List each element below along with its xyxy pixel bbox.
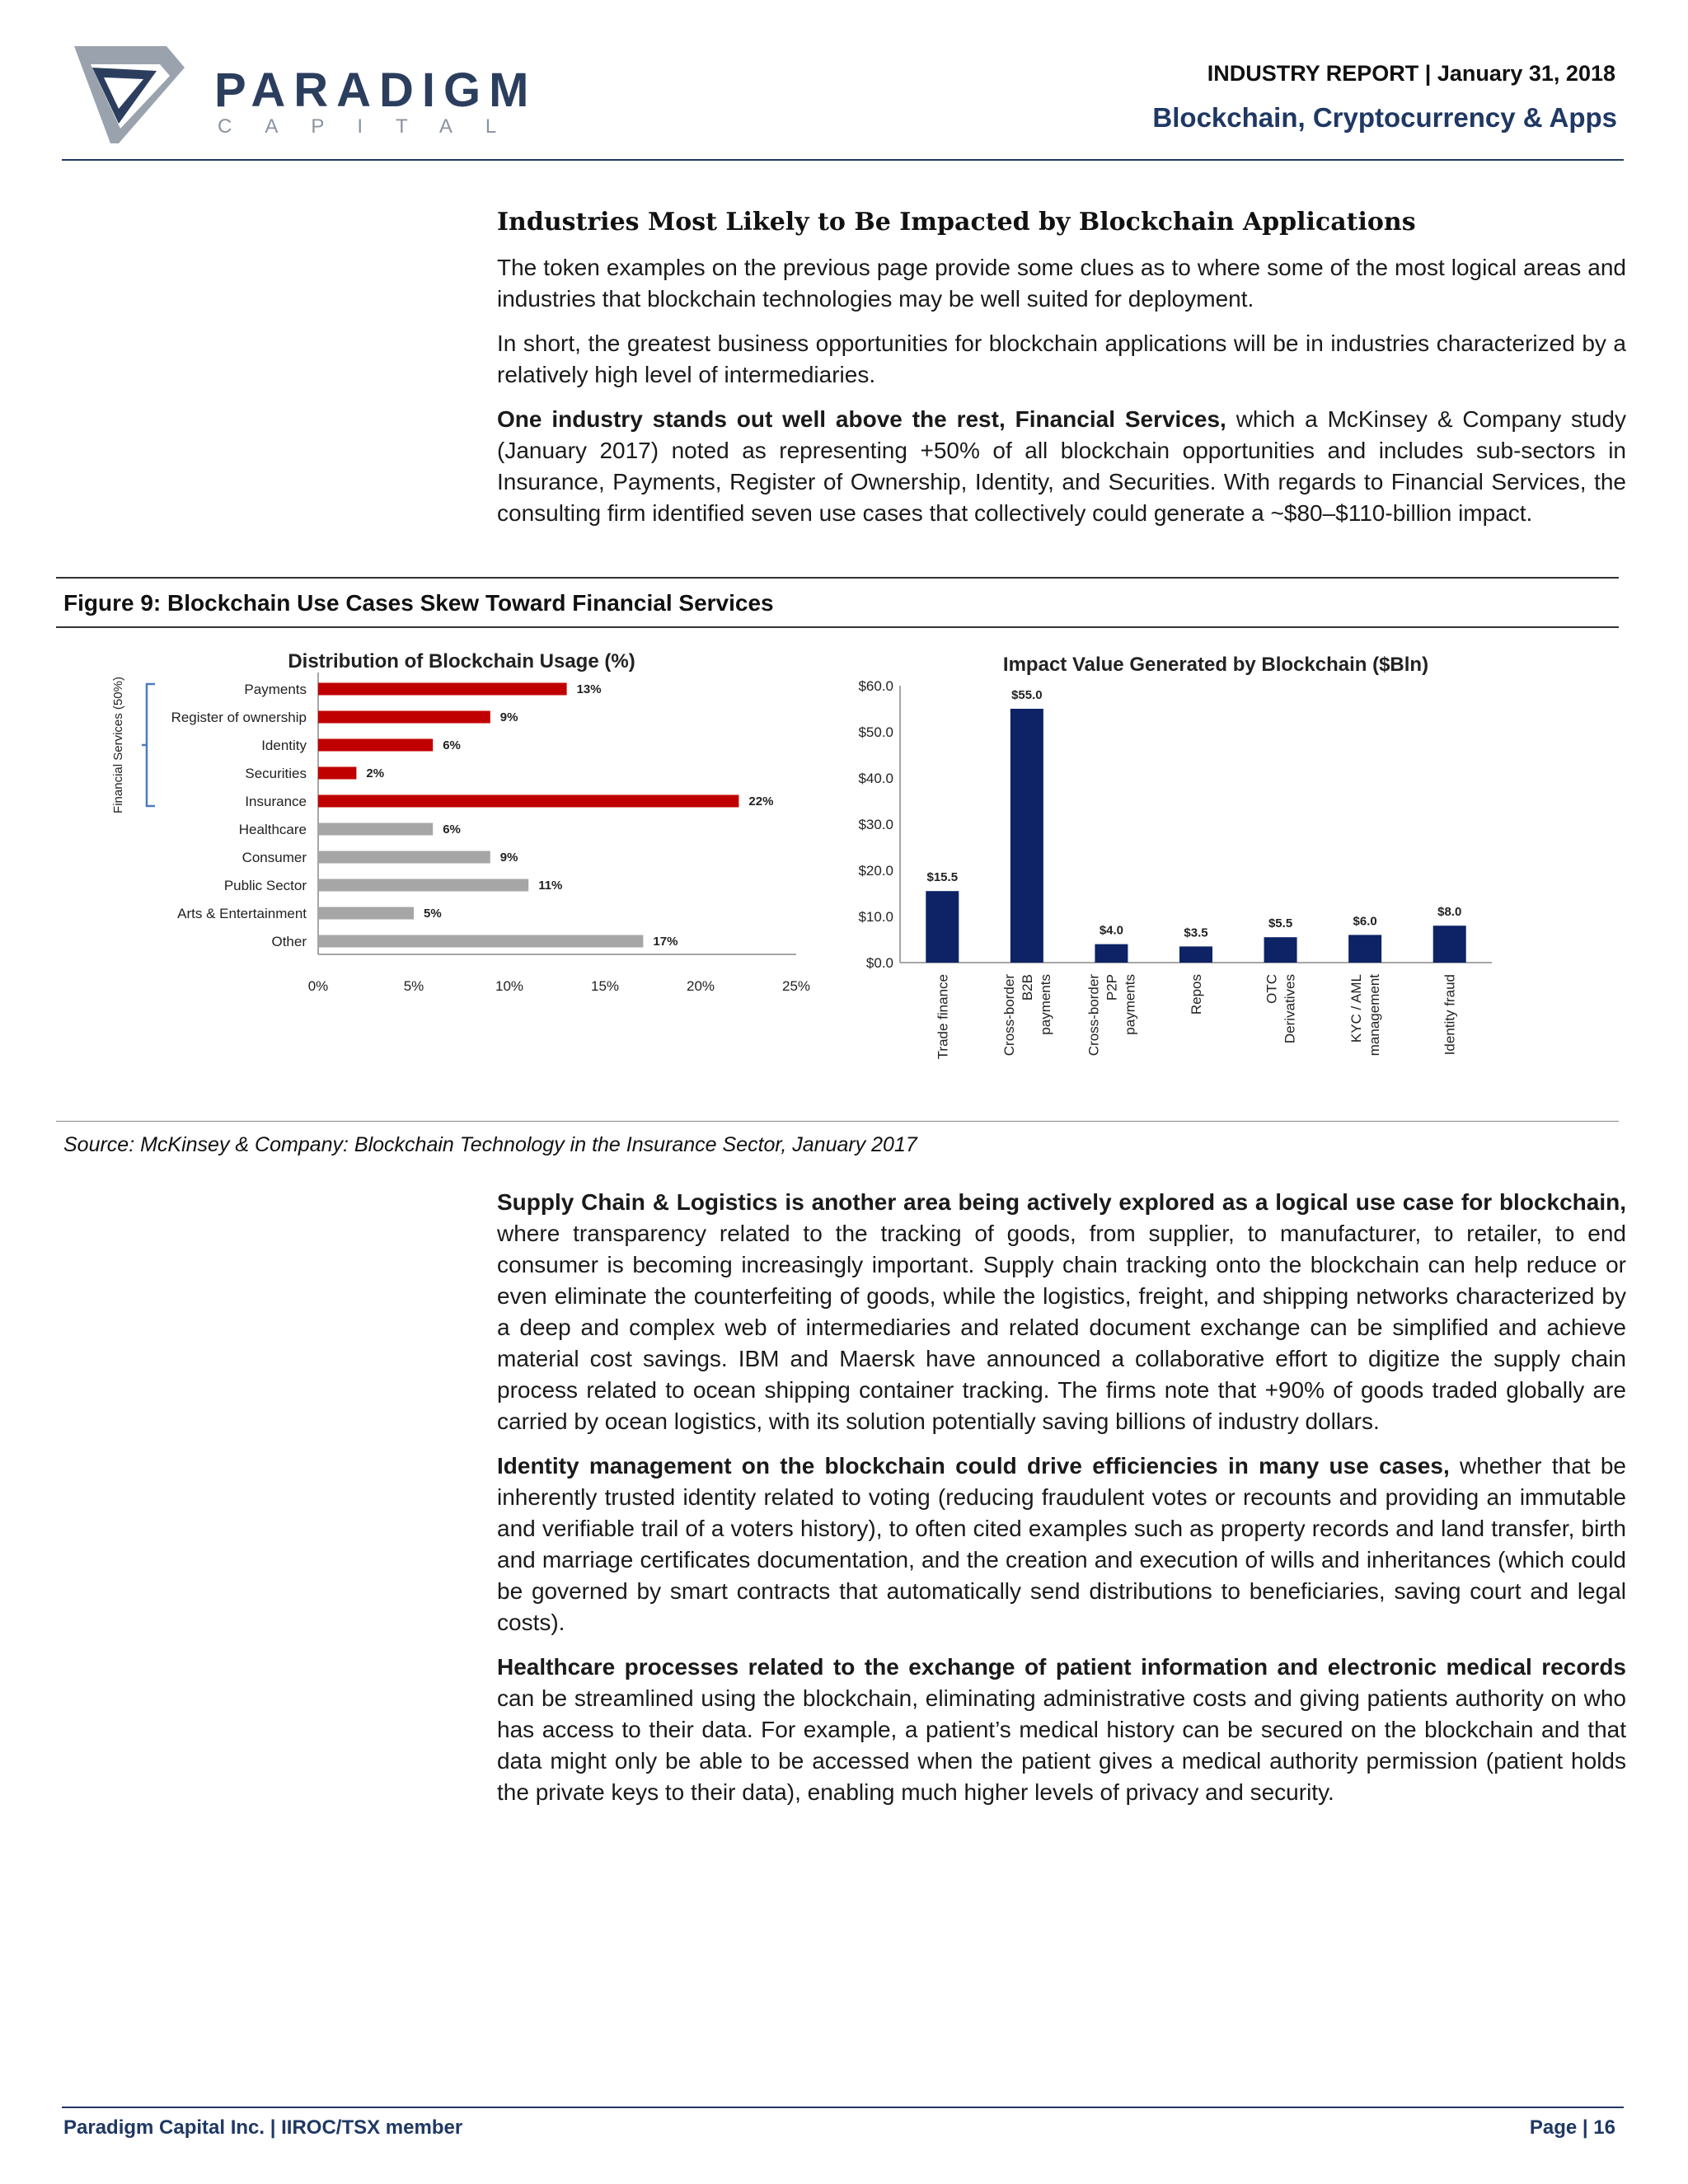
category-label: Insurance — [245, 794, 307, 809]
supply-chain-lead: Supply Chain & Logistics is another area being actively explored as a logical use case for blockchain, — [497, 1189, 1626, 1215]
intro-paragraph-2: In short, the greatest business opportunities for blockchain applications will be in industries characterized by a relatively high level of intermediaries. — [497, 330, 1626, 387]
supply-chain-paragraph — [497, 1187, 1626, 1437]
x-tick-label: 15% — [590, 978, 620, 994]
bar — [318, 851, 490, 864]
bar — [1433, 926, 1466, 963]
intro-paragraph-3 — [497, 404, 1626, 529]
y-tick-label: $50.0 — [858, 724, 893, 740]
value-label: 9% — [499, 851, 518, 865]
x-tick-label: 10% — [495, 978, 524, 994]
value-label: $6.0 — [1353, 914, 1377, 929]
y-tick-label: $0.0 — [865, 955, 893, 971]
bar — [318, 879, 528, 892]
footer-company: Paradigm Capital Inc. | IIROC/TSX member — [63, 2116, 463, 2139]
category-label: B2B — [1019, 974, 1035, 1001]
category-label: Public Sector — [223, 878, 307, 893]
header-divider — [62, 159, 1624, 161]
y-tick-label: $40.0 — [858, 771, 893, 786]
footer-page-number: Page | 16 — [1529, 2116, 1615, 2139]
logo-subtitle: CAPITAL — [218, 115, 530, 138]
bar — [1095, 944, 1128, 963]
report-line: INDUSTRY REPORT | January 31, 2018 — [1207, 61, 1615, 86]
value-label: $55.0 — [1011, 688, 1043, 702]
bar — [1179, 946, 1212, 963]
identity-lead: Identity management on the blockchain could drive efficiencies in many use cases, — [497, 1453, 1450, 1479]
y-tick-label: $60.0 — [858, 678, 893, 694]
category-label: P2P — [1104, 974, 1120, 1001]
bar — [1348, 935, 1381, 963]
category-label: Identity — [261, 738, 307, 753]
logo — [68, 43, 537, 158]
bar — [318, 739, 433, 752]
usage-distribution-chart — [99, 643, 841, 1022]
body-text — [497, 1187, 1626, 1808]
value-label: $3.5 — [1184, 926, 1208, 940]
category-label: Healthcare — [238, 822, 307, 837]
category-label: Arts & Entertainment — [177, 906, 307, 921]
x-tick-label: 25% — [781, 978, 811, 994]
category-label: Consumer — [241, 850, 307, 865]
bar — [318, 683, 567, 696]
category-label: Securities — [245, 766, 307, 781]
bracket-label: Financial Services (50%) — [111, 677, 125, 813]
value-label: 9% — [499, 710, 518, 724]
y-tick-label: $10.0 — [858, 909, 893, 925]
bar — [926, 891, 959, 963]
identity-paragraph — [497, 1451, 1626, 1638]
category-label: Payments — [244, 682, 307, 697]
bar — [318, 795, 738, 808]
bar — [318, 823, 433, 836]
intro-text — [497, 252, 1626, 529]
logo-wordmark: PARADIGM — [214, 63, 537, 117]
intro-paragraph-1: The token examples on the previous page provide some clues as to where some of the most logical areas and industries that blockchain technologies may be well suited for deployment. — [497, 255, 1626, 312]
category-label: Cross-border — [1001, 974, 1017, 1057]
value-label: 17% — [653, 935, 678, 949]
value-label: $8.0 — [1437, 905, 1462, 920]
footer-divider — [62, 2107, 1624, 2108]
chart-title: Impact Value Generated by Blockchain ($Bln) — [1002, 654, 1429, 676]
category-label: Identity fraud — [1442, 974, 1458, 1056]
value-label: 11% — [538, 879, 563, 893]
figure-top-rule — [56, 577, 1619, 579]
intro-paragraph-3-lead: One industry stands out well above the rest, Financial Services, — [497, 406, 1226, 432]
figure-title-rule — [56, 626, 1619, 628]
financial-services-bracket — [142, 684, 155, 806]
y-tick-label: $20.0 — [858, 863, 893, 879]
bar — [1010, 709, 1043, 963]
y-tick-label: $30.0 — [858, 817, 893, 832]
value-label: $4.0 — [1099, 923, 1124, 938]
category-label: Cross-border — [1085, 974, 1102, 1057]
category-label: Register of ownership — [171, 710, 307, 725]
bar — [318, 711, 490, 724]
category-label: OTC — [1264, 974, 1280, 1004]
category-label: management — [1367, 974, 1383, 1057]
chart-title: Distribution of Blockchain Usage (%) — [288, 650, 635, 673]
healthcare-body: can be streamlined using the blockchain, eliminating administrative costs and giving patients authority on who has access to their data. For example, a patient’s medical history can be secured on the blockchain and that data might only be able to be accessed when the patient gives a medical authority permission (patient holds the private keys to their data), enabling much higher levels of privacy and security. — [497, 1685, 1626, 1805]
bar — [318, 907, 414, 920]
figure-source: Source: McKinsey & Company: Blockchain Technology in the Insurance Sector, January 2017 — [63, 1133, 917, 1156]
bar — [318, 767, 356, 780]
value-label: 6% — [443, 738, 461, 752]
x-tick-label: 5% — [403, 978, 424, 994]
category-label: KYC / AML — [1348, 974, 1365, 1043]
figure-title: Figure 9: Blockchain Use Cases Skew Toward Financial Services — [63, 590, 774, 616]
value-label: $15.5 — [926, 870, 959, 885]
value-label: 2% — [366, 766, 385, 780]
figure-bottom-rule — [56, 1121, 1619, 1122]
healthcare-lead: Healthcare processes related to the exchange of patient information and electronic medical records — [497, 1654, 1626, 1680]
value-label: 22% — [748, 794, 774, 808]
category-label: Other — [271, 934, 307, 949]
category-label: Trade finance — [935, 974, 951, 1060]
impact-value-chart — [841, 643, 1517, 1088]
value-label: $5.5 — [1268, 916, 1293, 931]
bar — [318, 935, 643, 948]
supply-chain-body: where transparency related to the tracking of goods, from supplier, to manufacturer, to retailer, to end consumer is becoming increasingly important. Supply chain tracking onto the blockchain can help reduce or even eliminate the counterfeiting of goods, while the logistics, freight, and shipping networks characterized by a deep and complex web of intermediaries and related document exchange can be simplified and achieve material cost savings. IBM and Maersk have announced a collaborative effort to digitize the supply chain process related to ocean shipping container tracking. The firms note that +90% of goods traded globally are carried by ocean logistics, with its solution potentially saving billions of industry dollars. — [497, 1221, 1626, 1434]
section-title: Industries Most Likely to Be Impacted by Blockchain Applications — [497, 208, 1416, 237]
category-label: Repos — [1189, 974, 1204, 1015]
bar — [1264, 937, 1297, 963]
value-label: 13% — [576, 682, 602, 696]
intro-paragraph-3-body: which a McKinsey & Company study (January 2017) noted as representing +50% of all blockchain opportunities and includes sub-sectors in Insurance, Payments, Register of Ownership, Identity, and Securities. With regards to Financial Services, the consulting firm identified seven use cases that collectively could generate a ~$80–$110-billion impact. — [497, 406, 1626, 526]
x-tick-label: 20% — [686, 978, 715, 994]
category-label: Derivatives — [1282, 974, 1298, 1044]
healthcare-paragraph — [497, 1652, 1626, 1808]
category-label: payments — [1122, 974, 1138, 1035]
x-tick-label: 0% — [307, 978, 329, 994]
value-label: 5% — [424, 907, 442, 921]
paradigm-logo-icon — [68, 43, 191, 154]
category-label: payments — [1037, 974, 1053, 1035]
report-topic: Blockchain, Cryptocurrency & Apps — [1152, 102, 1617, 133]
value-label: 6% — [443, 823, 461, 837]
identity-body: whether that be inherently trusted identity related to voting (reducing fraudulent votes or recounts and providing an immutable and verifiable trail of a voters history), to often cited examples such as property records and land transfer, birth and marriage certificates documentation, and the creation and execution of wills and inheritances (which could be governed by smart contracts that automatically send distributions to beneficiaries, saving court and legal costs). — [497, 1453, 1626, 1635]
